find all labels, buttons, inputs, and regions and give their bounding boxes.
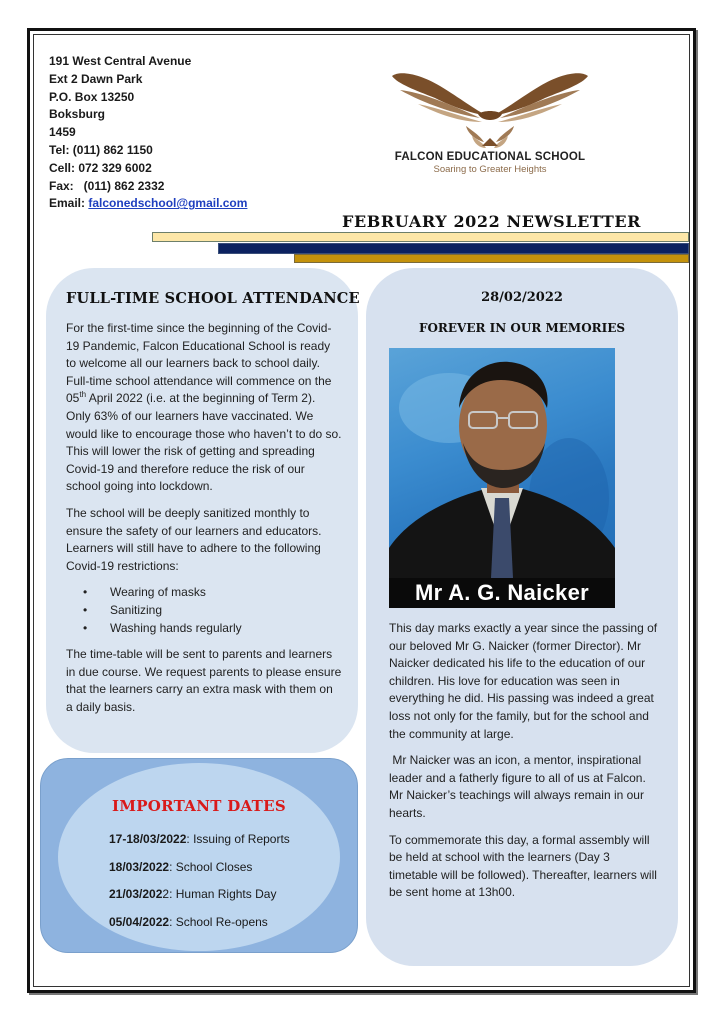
memorial-body [389,620,659,911]
address-line: Ext 2 Dawn Park [49,71,143,86]
address-line: P.O. Box 13250 [49,89,135,104]
decorative-bar-cream [152,232,689,242]
school-tagline: Soaring to Greater Heights [433,164,547,175]
newsletter-title: FEBRUARY 2022 NEWSLETTER [342,212,642,231]
date-item: 21/03/2022: Human Rights Day [109,887,277,901]
attendance-paragraph-2: The school will be deeply sanitized monthly to ensure the safety of our learners and educators. Learners will still have to adhere to the following Covid-19 restrictions: [66,505,322,573]
email-row [49,195,247,213]
memorial-paragraph-1: This day marks exactly a year since the passing of our beloved Mr G. Naicker (former Director). Mr Naicker dedicated his life to the education of our children. His love for education was seen in everything he did. His passing was indeed a great loss not only for the family, but for the school and the community at large. [389,621,658,741]
decorative-bar-navy [218,243,689,254]
portrait-illustration-icon [389,348,615,608]
list-item: • Washing hands regularly [110,620,342,638]
photo-caption: Mr A. G. Naicker [389,578,615,608]
memorial-paragraph-2: Mr Naicker was an icon, a mentor, inspirational leader and a fatherly figure to all of us at Falcon. Mr Naicker’s teachings will always remain in our hearts. [389,753,650,820]
address-line: 1459 [49,125,76,140]
email-link[interactable]: falconedschool@gmail.com [88,196,248,211]
restrictions-list [66,584,342,637]
portrait-photo [389,348,615,608]
important-dates-heading: IMPORTANT DATES [112,797,286,815]
attendance-paragraph-1: For the first-time since the beginning of the Covid-19 Pandemic, Falcon Educational School is ready to welcome all our learners back to school daily. Full-time school attendance will commence on the 05th April 2022 (i.e. at the beginning of Term 2). Only 63% of our learners have vaccinated. We would like to encourage those who haven’t to do so. This will lower the risk of getting and spreading Covid-19 and therefore reduce the risk of our school going into lockdown. [66,321,342,494]
list-item: • Sanitizing [110,602,342,620]
memorial-paragraph-3: To commemorate this day, a formal assembly will be held at school with the learners (Day 3 timetable will be followed). Thereafter, learners will be sent home at 13h00. [389,832,657,900]
attendance-heading: FULL-TIME SCHOOL ATTENDANCE [66,290,360,307]
cellphone: Cell: 072 329 6002 [49,160,152,175]
memorial-heading: FOREVER IN OUR MEMORIES [418,321,626,335]
list-item: • Wearing of masks [110,584,342,602]
address-block [49,53,247,213]
fax: Fax: (011) 862 2332 [49,178,165,193]
decorative-bar-gold [294,254,689,263]
attendance-body [66,320,342,725]
address-line: 191 West Central Avenue [49,54,192,68]
telephone: Tel: (011) 862 1150 [49,142,153,157]
date-item: 18/03/2022: School Closes [109,859,253,874]
date-item: 17-18/03/2022: Issuing of Reports [109,832,290,846]
attendance-paragraph-3: The time-table will be sent to parents and learners in due course. We request parents to please ensure that the learners carry an extra mask with them on a daily basis. [66,647,342,714]
address-line: Boksburg [49,107,106,122]
memorial-date: 28/02/2022 [481,290,563,305]
school-name: FALCON EDUCATIONAL SCHOOL [394,151,586,163]
date-item: 05/04/2022: School Re-opens [109,914,268,929]
important-dates-list [109,826,290,936]
email-label: Email: [49,196,89,211]
